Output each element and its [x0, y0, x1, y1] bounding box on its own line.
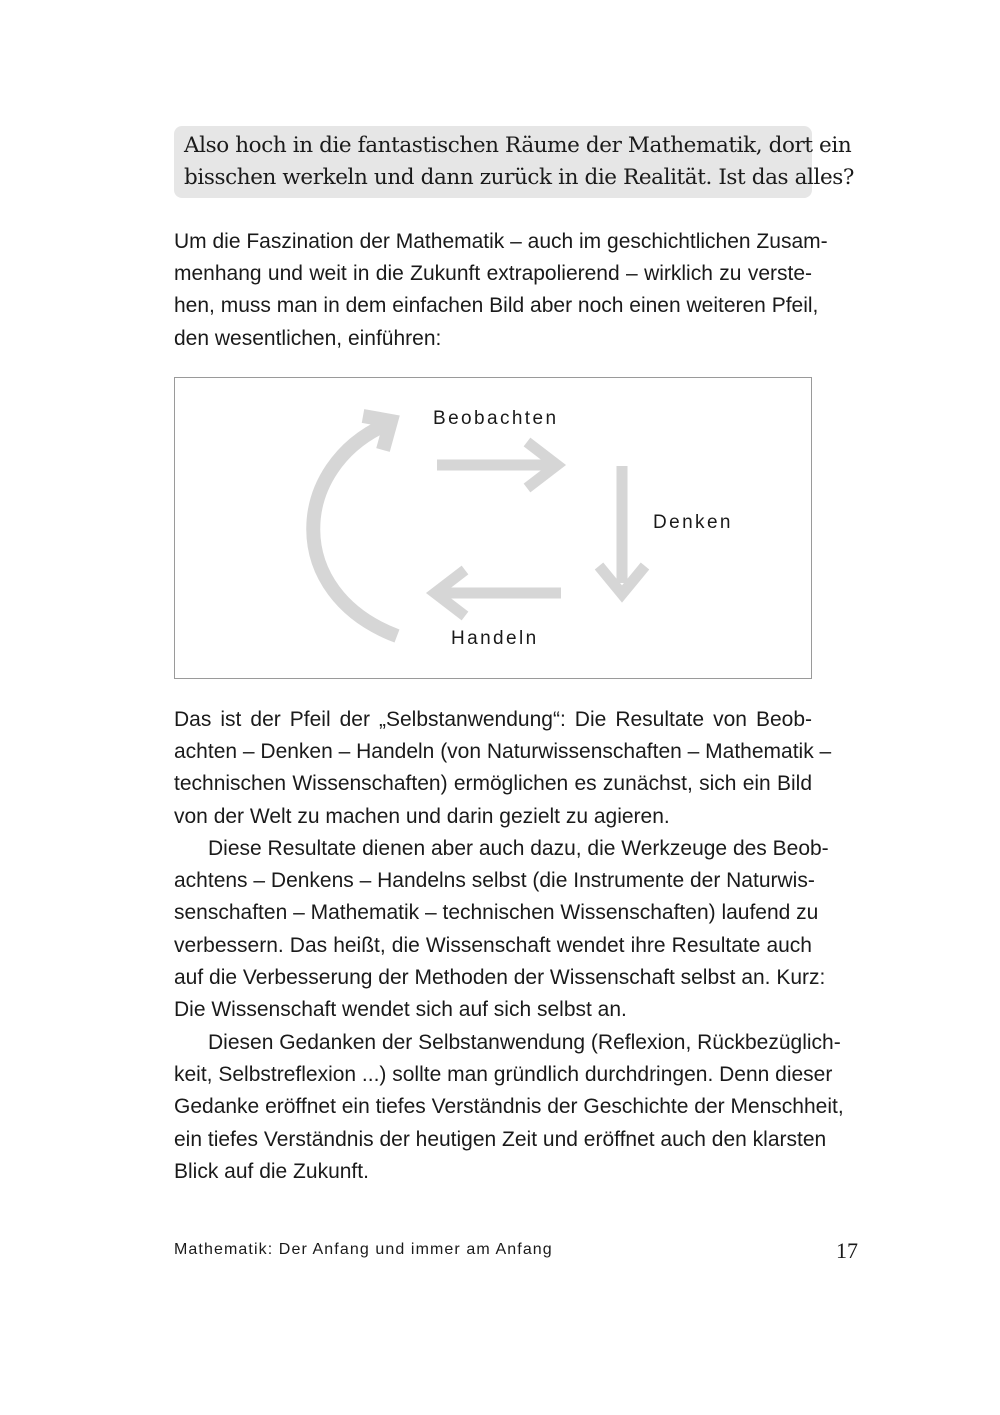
text-line: auf die Verbesserung der Methoden der Wissenschaft selbst an. Kurz: — [174, 965, 826, 989]
cycle-diagram — [174, 377, 812, 679]
text-line: Um die Faszination der Mathematik – auch im geschichtlichen Zusam- — [174, 230, 828, 253]
callout-line: bisschen werkeln und dann zurück in die Realität. Ist das alles? — [184, 165, 855, 190]
page-number: 17 — [836, 1238, 858, 1263]
body-paragraph — [174, 833, 829, 1026]
text-line: hen, muss man in dem einfachen Bild aber noch einen weiteren Pfeil, — [174, 294, 819, 318]
text-line: achten – Denken – Handeln (von Naturwissenschaften – Mathematik – — [174, 740, 832, 764]
text-line: den wesentlichen, einführen: — [174, 326, 442, 350]
running-footer-title: Mathematik: Der Anfang und immer am Anfang — [174, 1241, 553, 1258]
callout-line: Also hoch in die fantastischen Räume der Mathematik, dort ein — [184, 133, 852, 158]
text-line: ein tiefes Verständnis der heutigen Zeit und eröffnet auch den klarsten — [174, 1127, 827, 1151]
act-label: Handeln — [451, 628, 539, 649]
think-label: Denken — [653, 512, 733, 533]
text-line: senschaften – Mathematik – technischen Wissenschaften) laufend zu — [174, 901, 819, 925]
text-line: Gedanke eröffnet ein tiefes Verständnis der Geschichte der Menschheit, — [174, 1095, 844, 1119]
text-line: achtens – Denkens – Handelns selbst (die Instrumente der Naturwis- — [174, 869, 815, 893]
observe-label: Beobachten — [433, 408, 559, 429]
text-line: Diesen Gedanken der Selbstanwendung (Reflexion, Rückbezüglich- — [208, 1031, 841, 1054]
text-line: Diese Resultate dienen aber auch dazu, die Werkzeuge des Beob- — [208, 837, 829, 860]
text-line: Das ist der Pfeil der „Selbstanwendung“: Die Resultate von Beob- — [174, 708, 812, 731]
text-line: von der Welt zu machen und darin gezielt zu agieren. — [174, 804, 670, 828]
self-application-arc — [313, 424, 397, 636]
text-line: Die Wissenschaft wendet sich auf sich selbst an. — [174, 997, 627, 1021]
text-line: Blick auf die Zukunft. — [174, 1159, 369, 1183]
text-line: keit, Selbstreflexion ...) sollte man gründlich durchdringen. Denn dieser — [174, 1063, 833, 1087]
text-line: verbessern. Das heißt, die Wissenschaft wendet ihre Resultate auch — [174, 933, 812, 957]
intro-paragraph — [174, 226, 828, 355]
text-line: technischen Wissenschaften) ermöglichen es zunächst, sich ein Bild — [174, 772, 812, 796]
body-paragraph — [174, 704, 832, 833]
highlighted-question-box — [174, 126, 855, 198]
body-paragraph — [174, 1027, 844, 1188]
text-line: menhang und weit in die Zukunft extrapolierend – wirklich zu verste- — [174, 262, 812, 286]
